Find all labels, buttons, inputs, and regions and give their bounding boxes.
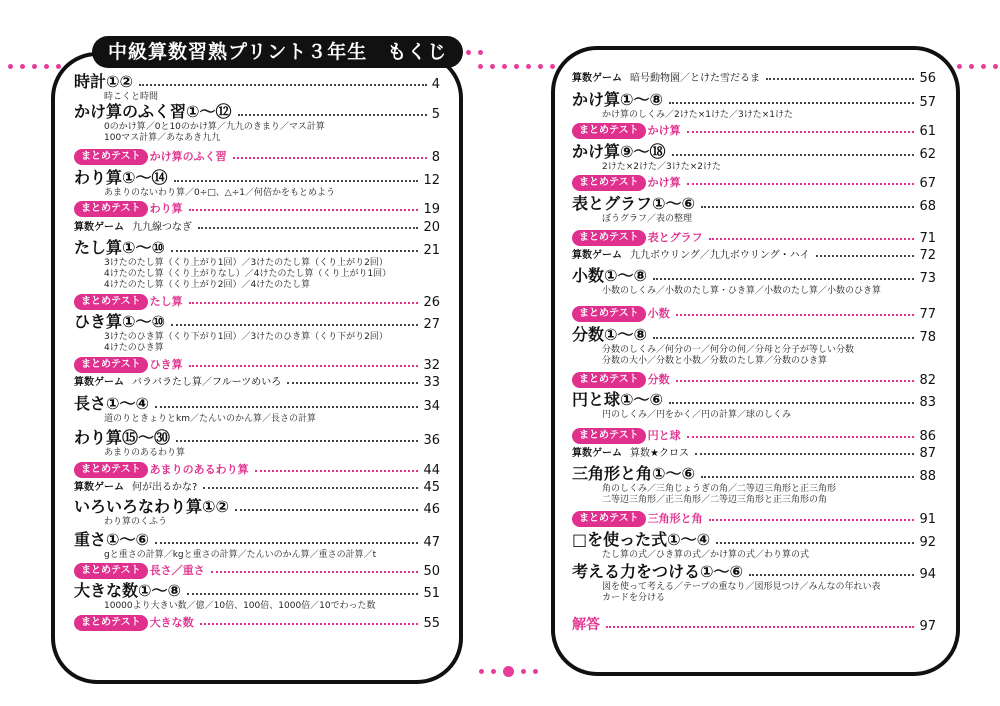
toc-entry[interactable] xyxy=(572,306,936,322)
page-number: 87 xyxy=(919,446,936,461)
page-number: 71 xyxy=(919,231,936,246)
toc-entry[interactable] xyxy=(74,201,440,217)
toc-entry-description: 4けたのたし算（くり上がりなし）／4けたのたし算（くり上がり1回） xyxy=(104,269,392,279)
dot-leader xyxy=(709,519,915,521)
toc-entry-row xyxy=(74,530,440,550)
toc-entry-row xyxy=(572,446,936,461)
toc-entry[interactable] xyxy=(74,72,440,103)
dot-leader xyxy=(198,227,418,229)
dot-leader xyxy=(189,302,419,304)
right-toc xyxy=(572,68,936,668)
dot-leader xyxy=(687,183,915,185)
toc-entry[interactable] xyxy=(74,312,440,354)
toc-entry-row xyxy=(74,615,440,631)
dot-leader xyxy=(749,574,914,576)
toc-entry[interactable] xyxy=(74,480,440,495)
toc-entry-row xyxy=(74,149,440,165)
page-number: 50 xyxy=(423,564,440,579)
page-number: 92 xyxy=(919,535,936,550)
toc-entry-row xyxy=(74,102,440,122)
toc-entry[interactable] xyxy=(74,615,440,631)
toc-entry-description: 分数のしくみ／何分の一／何分の何／分母と分子が等しい分数 xyxy=(602,345,855,355)
toc-entry-row xyxy=(74,220,440,235)
toc-entry[interactable] xyxy=(572,248,936,263)
toc-entry[interactable] xyxy=(74,220,440,235)
dot-leader xyxy=(676,314,915,316)
toc-entry-row xyxy=(572,325,936,345)
toc-entry[interactable] xyxy=(74,497,440,528)
left-toc xyxy=(74,68,440,668)
toc-entry-title: 重さ①～⑥ xyxy=(74,530,150,549)
toc-entry-row xyxy=(74,375,440,390)
toc-entry-title: 解答 xyxy=(572,617,600,633)
toc-entry-title: 算数ゲーム xyxy=(572,448,622,459)
toc-entry-title: 小数①～⑧ xyxy=(572,266,648,285)
dot-leader xyxy=(709,238,915,240)
toc-entry-description: 小数のしくみ／小数のたし算・ひき算／小数のたし算／小数のひき算 xyxy=(602,286,882,296)
toc-entry-row xyxy=(572,266,936,286)
toc-entry-title: たし算①～⑩ xyxy=(74,238,166,257)
toc-entry-row xyxy=(74,497,440,517)
toc-entry-description: 3けたのたし算（くり上がり1回）／3けたのたし算（くり上がり2回） xyxy=(104,258,388,268)
toc-entry[interactable] xyxy=(572,428,936,444)
summary-test-label: 円と球 xyxy=(647,429,681,442)
toc-entry-description: かけ算のしくみ／2けた×1けた／3けた×1けた xyxy=(602,110,793,120)
page-number: 32 xyxy=(423,358,440,373)
dot-leader xyxy=(155,406,418,408)
toc-entry-row xyxy=(572,372,936,388)
summary-test-badge: まとめテスト xyxy=(572,511,646,527)
dot-leader xyxy=(701,476,914,478)
summary-test-label: たし算 xyxy=(149,295,183,308)
toc-entry-title: 算数ゲーム xyxy=(74,482,124,493)
page-number: 61 xyxy=(919,124,936,139)
toc-entry[interactable] xyxy=(572,266,936,297)
summary-test-label: 大きな数 xyxy=(149,616,194,629)
toc-entry-row xyxy=(572,142,936,162)
toc-entry-title: かけ算①～⑧ xyxy=(572,90,664,109)
dot-leader xyxy=(238,114,427,116)
dot-leader xyxy=(816,255,915,257)
toc-entry-subtitle: 算数★クロス xyxy=(630,448,689,459)
toc-entry-row xyxy=(74,480,440,495)
page-number: 78 xyxy=(919,330,936,345)
toc-entry-row xyxy=(572,614,936,634)
toc-entry-description: 100マス計算／あなあき九九 xyxy=(104,133,221,143)
page-title: 中級算数習熟プリント３年生 もくじ xyxy=(92,36,463,68)
summary-test-label: 長さ／重さ xyxy=(149,564,205,577)
toc-entry-row xyxy=(74,168,440,188)
summary-test-label: かけ算 xyxy=(647,176,681,189)
toc-entry[interactable] xyxy=(74,357,440,373)
page-number: 57 xyxy=(919,95,936,110)
summary-test-label: 三角形と角 xyxy=(647,512,703,525)
toc-entry-row xyxy=(572,464,936,484)
summary-test-badge: まとめテスト xyxy=(74,294,148,310)
dot-leader xyxy=(171,250,418,252)
toc-entry[interactable] xyxy=(74,168,440,199)
toc-entry-title: 算数ゲーム xyxy=(74,222,124,233)
summary-test-label: あまりのあるわり算 xyxy=(149,463,249,476)
toc-entry[interactable] xyxy=(572,530,936,561)
toc-entry-description: 4けたのひき算 xyxy=(104,343,164,353)
toc-entry[interactable] xyxy=(74,428,440,459)
toc-entry[interactable] xyxy=(74,563,440,579)
toc-entry-description: たし算の式／ひき算の式／かけ算の式／わり算の式 xyxy=(602,550,810,560)
toc-entry[interactable] xyxy=(572,142,936,173)
summary-test-label: かけ算のふく習 xyxy=(149,150,227,163)
toc-entry-description: 図を使って考える／テープの重なり／図形見つけ／みんなの年れい表 xyxy=(602,582,881,592)
summary-test-badge: まとめテスト xyxy=(572,306,646,322)
toc-entry-title: 大きな数①～⑧ xyxy=(74,581,182,600)
toc-entry-row xyxy=(572,230,936,246)
page-number: 5 xyxy=(431,107,440,122)
page-number: 34 xyxy=(423,399,440,414)
summary-test-label: 表とグラフ xyxy=(647,231,703,244)
toc-entry-description: あまりのあるわり算 xyxy=(104,448,186,458)
summary-test-badge: まとめテスト xyxy=(572,175,646,191)
toc-entry-row xyxy=(572,390,936,410)
page-number: 97 xyxy=(919,619,936,634)
page-number: 77 xyxy=(919,307,936,322)
toc-entry-subtitle: バラバラたし算／フルーツめいろ xyxy=(132,377,282,388)
dot-leader xyxy=(200,623,419,625)
toc-entry-row xyxy=(572,562,936,582)
page-number: 36 xyxy=(423,433,440,448)
toc-entry[interactable] xyxy=(572,390,936,421)
toc-entry-row xyxy=(74,201,440,217)
toc-entry-title: □を使った式①～④ xyxy=(572,530,711,549)
toc-entry-row xyxy=(572,306,936,322)
page-number: 55 xyxy=(423,616,440,631)
toc-entry[interactable] xyxy=(74,581,440,612)
toc-entry[interactable] xyxy=(74,394,440,425)
toc-entry-title: 三角形と角①～⑥ xyxy=(572,464,696,483)
toc-entry-row xyxy=(572,530,936,550)
toc-entry-title: かけ算⑨～⑱ xyxy=(572,142,666,161)
page-number: 47 xyxy=(423,535,440,550)
toc-entry-title: わり算⑮～㉚ xyxy=(74,428,171,447)
toc-entry[interactable] xyxy=(572,175,936,191)
toc-entry-subtitle: 九九ボウリング／九九ボウリング・ハイ xyxy=(630,250,810,261)
toc-entry-row xyxy=(572,194,936,214)
toc-entry-row xyxy=(572,71,936,86)
toc-entry-description: 二等辺三角形／正三角形／二等辺三角形と正三角形の角 xyxy=(602,495,828,505)
toc-entry[interactable] xyxy=(74,530,440,561)
dot-leader xyxy=(187,593,418,595)
toc-entry-title: かけ算のふく習①～⑫ xyxy=(74,102,232,121)
toc-entry-description: 道のりときょりとkm／たんいのかん算／長さの計算 xyxy=(104,414,316,424)
toc-entry-row xyxy=(74,394,440,414)
page-number: 82 xyxy=(919,373,936,388)
toc-entry-description: 円のしくみ／円をかく／円の計算／球のしくみ xyxy=(602,410,792,420)
toc-entry[interactable] xyxy=(572,194,936,225)
toc-entry-title: 長さ①～④ xyxy=(74,394,150,413)
page-number: 19 xyxy=(423,202,440,217)
toc-entry-description: わり算のくふう xyxy=(104,517,168,527)
page-number: 91 xyxy=(919,512,936,527)
toc-entry[interactable] xyxy=(74,462,440,478)
toc-entry-description: 2けた×2けた／3けた×2けた xyxy=(602,162,721,172)
toc-entry-row xyxy=(572,248,936,263)
toc-entry[interactable] xyxy=(572,90,936,121)
toc-entry-title: ひき算①～⑩ xyxy=(74,312,166,331)
dot-leader xyxy=(766,78,914,80)
summary-test-badge: まとめテスト xyxy=(74,563,148,579)
toc-entry-row xyxy=(572,175,936,191)
toc-entry[interactable] xyxy=(572,464,936,506)
toc-entry-description: 分数の大小／分数と小数／分数のたし算／分数のひき算 xyxy=(602,356,828,366)
toc-entry-description: 10000より大きい数／億／10倍、100倍、1000倍／10でわった数 xyxy=(104,601,376,611)
page-number: 33 xyxy=(423,375,440,390)
page-number: 94 xyxy=(919,567,936,582)
dot-leader xyxy=(203,487,418,489)
page-number: 45 xyxy=(423,480,440,495)
summary-test-badge: まとめテスト xyxy=(572,123,646,139)
toc-entry-subtitle: 何が出るかな? xyxy=(132,482,198,493)
toc-entry-description: 3けたのひき算（くり下がり1回）／3けたのひき算（くり下がり2回） xyxy=(104,332,388,342)
page-number: 62 xyxy=(919,147,936,162)
toc-entry-row xyxy=(74,238,440,258)
toc-entry-row xyxy=(572,90,936,110)
toc-entry-row xyxy=(74,312,440,332)
toc-entry[interactable] xyxy=(74,238,440,291)
page-number: 86 xyxy=(919,429,936,444)
dot-leader xyxy=(669,102,914,104)
dot-leader xyxy=(695,453,914,455)
toc-entry[interactable] xyxy=(572,71,936,86)
page-number: 4 xyxy=(431,77,440,92)
toc-entry[interactable] xyxy=(74,102,440,144)
toc-entry-subtitle: 暗号動物園／とけた雪だるま xyxy=(630,73,760,84)
toc-entry-row xyxy=(74,581,440,601)
toc-entry-row xyxy=(74,428,440,448)
dot-leader xyxy=(653,278,914,280)
dot-leader xyxy=(653,337,914,339)
toc-entry-description: あまりのないわり算／0÷□、△÷1／何倍かをもとめよう xyxy=(104,188,335,198)
summary-test-badge: まとめテスト xyxy=(74,615,148,631)
toc-entry[interactable] xyxy=(74,149,440,165)
dot-leader xyxy=(189,209,419,211)
page-number: 21 xyxy=(423,243,440,258)
summary-test-badge: まとめテスト xyxy=(74,357,148,373)
summary-test-label: 小数 xyxy=(647,307,670,320)
page-marker xyxy=(479,666,538,677)
page-number: 46 xyxy=(423,502,440,517)
dot-leader xyxy=(716,542,914,544)
toc-entry-title: いろいろなわり算①② xyxy=(74,497,230,516)
toc-entry[interactable] xyxy=(572,446,936,461)
dot-leader xyxy=(687,436,915,438)
toc-entry[interactable] xyxy=(572,230,936,246)
dot-leader xyxy=(233,157,427,159)
page-number: 44 xyxy=(423,463,440,478)
toc-entry[interactable] xyxy=(572,123,936,139)
summary-test-badge: まとめテスト xyxy=(572,372,646,388)
dot-leader xyxy=(139,84,427,86)
toc-entry[interactable] xyxy=(572,614,936,634)
dot-leader xyxy=(676,380,915,382)
toc-entry-row xyxy=(572,123,936,139)
dot-leader xyxy=(672,154,915,156)
toc-entry-row xyxy=(74,357,440,373)
summary-test-badge: まとめテスト xyxy=(572,428,646,444)
dot-leader xyxy=(211,571,419,573)
toc-entry[interactable] xyxy=(572,372,936,388)
page-number: 67 xyxy=(919,176,936,191)
summary-test-label: かけ算 xyxy=(647,124,681,137)
toc-entry[interactable] xyxy=(74,294,440,310)
summary-test-badge: まとめテスト xyxy=(572,230,646,246)
toc-entry-row xyxy=(572,428,936,444)
toc-entry-description: 時こくと時間 xyxy=(104,92,159,102)
page-number: 12 xyxy=(423,173,440,188)
toc-entry-description: ぼうグラフ／表の整理 xyxy=(602,214,693,224)
summary-test-badge: まとめテスト xyxy=(74,462,148,478)
toc-entry[interactable] xyxy=(572,325,936,367)
dot-leader xyxy=(155,542,418,544)
toc-entry-title: 算数ゲーム xyxy=(74,377,124,388)
page-number: 68 xyxy=(919,199,936,214)
toc-entry-title: 表とグラフ①～⑥ xyxy=(572,194,696,213)
toc-entry-description: 4けたのたし算（くり上がり2回）／4けたのたし算 xyxy=(104,280,311,290)
dot-leader xyxy=(235,509,418,511)
toc-entry-description: カードを分ける xyxy=(602,593,666,603)
page-number: 8 xyxy=(431,150,440,165)
toc-entry-title: 考える力をつける①～⑥ xyxy=(572,562,744,581)
toc-entry[interactable] xyxy=(74,375,440,390)
page-number: 72 xyxy=(919,248,936,263)
page-number: 83 xyxy=(919,395,936,410)
summary-test-badge: まとめテスト xyxy=(74,201,148,217)
page-number: 20 xyxy=(423,220,440,235)
toc-entry-description: 角のしくみ／三角じょうぎの角／二等辺三角形と正三角形 xyxy=(602,484,837,494)
toc-entry-subtitle: 九九線つなぎ xyxy=(132,222,192,233)
toc-entry-description: 0のかけ算／0と10のかけ算／九九のきまり／マス計算 xyxy=(104,122,325,132)
toc-entry-row xyxy=(74,462,440,478)
page-number: 26 xyxy=(423,295,440,310)
dot-leader xyxy=(255,470,419,472)
toc-entry-title: 円と球①～⑥ xyxy=(572,390,664,409)
toc-entry-row xyxy=(74,72,440,92)
toc-entry-row xyxy=(74,563,440,579)
page-number: 88 xyxy=(919,469,936,484)
dot-leader xyxy=(287,382,418,384)
dot-leader xyxy=(176,440,418,442)
toc-entry-row xyxy=(572,511,936,527)
dot-leader xyxy=(174,180,419,182)
dot-leader xyxy=(701,206,914,208)
page-number: 56 xyxy=(919,71,936,86)
dot-leader xyxy=(687,131,915,133)
dot-leader xyxy=(606,626,914,628)
page-number: 73 xyxy=(919,271,936,286)
toc-entry-title: 時計①② xyxy=(74,72,134,91)
toc-entry-row xyxy=(74,294,440,310)
toc-entry[interactable] xyxy=(572,511,936,527)
summary-test-badge: まとめテスト xyxy=(74,149,148,165)
page-number: 27 xyxy=(423,317,440,332)
dot-leader xyxy=(189,365,419,367)
toc-entry[interactable] xyxy=(572,562,936,604)
page-number: 51 xyxy=(423,586,440,601)
toc-entry-title: 算数ゲーム xyxy=(572,250,622,261)
toc-entry-description: gと重さの計算／kgと重さの計算／たんいのかん算／重さの計算／t xyxy=(104,550,377,560)
toc-entry-title: わり算①～⑭ xyxy=(74,168,168,187)
toc-entry-title: 算数ゲーム xyxy=(572,73,622,84)
dot-leader xyxy=(171,324,418,326)
dot-leader xyxy=(669,402,914,404)
summary-test-label: ひき算 xyxy=(149,358,183,371)
toc-entry-title: 分数①～⑧ xyxy=(572,325,648,344)
summary-test-label: わり算 xyxy=(149,202,183,215)
summary-test-label: 分数 xyxy=(647,373,670,386)
